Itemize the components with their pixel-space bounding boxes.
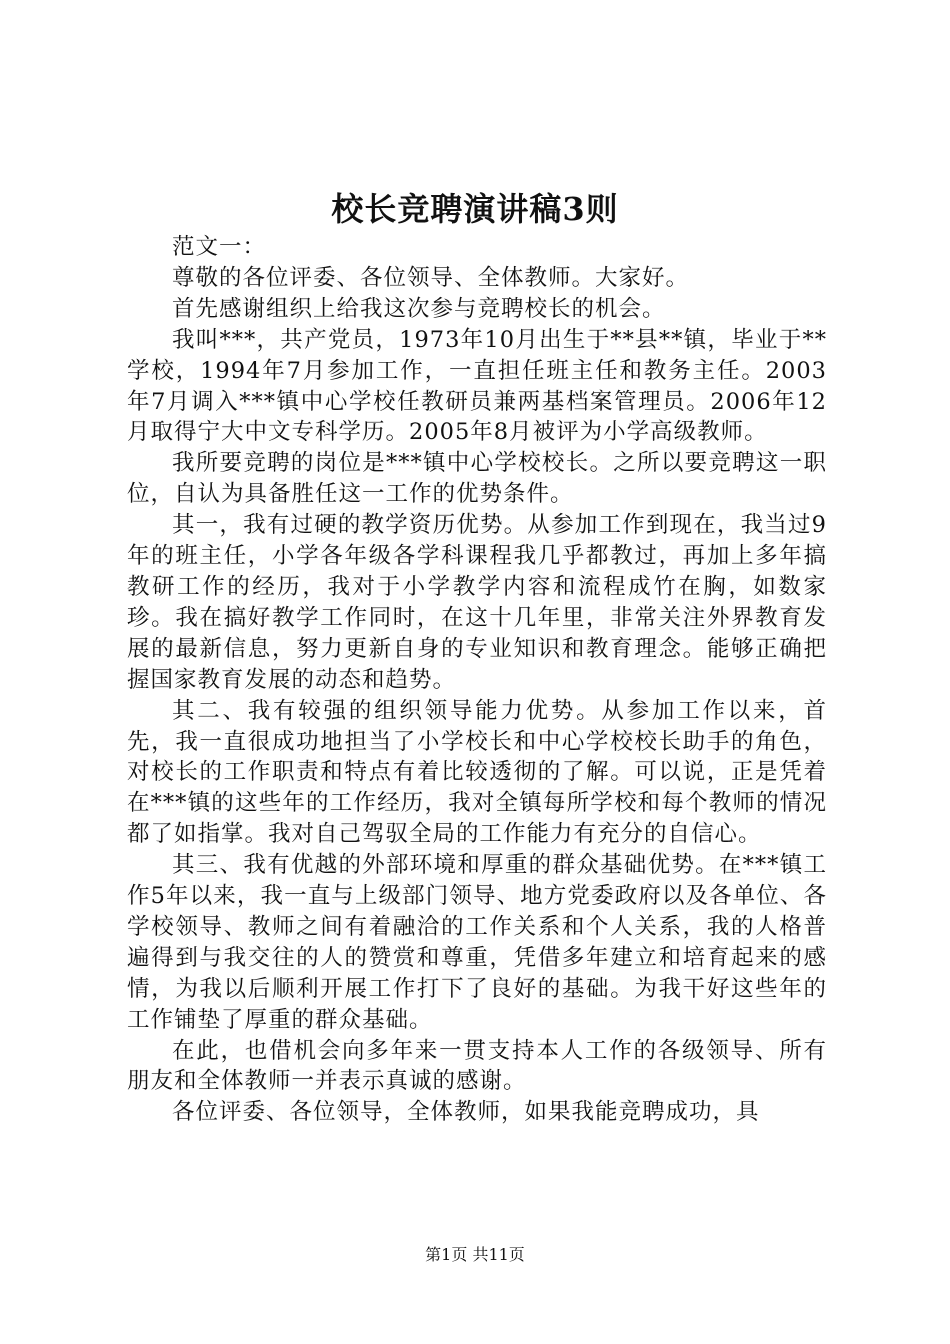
paragraph: 尊敬的各位评委、各位领导、全体教师。大家好。 bbox=[172, 264, 690, 291]
document-body bbox=[127, 232, 827, 1128]
paragraph: 首先感谢组织上给我这次参与竞聘校长的机会。 bbox=[172, 295, 666, 322]
paragraph: 其三、我有优越的外部环境和厚重的群众基础优势。在***镇工作5年以来，我一直与上级部门领导、地方党委政府以及各单位、各学校领导、教师之间有着融洽的工作关系和个人关系，我的人格普遍得到与我交往的人的赞赏和尊重，凭借多年建立和培育起来的感情，为我以后顺利开展工作打下了良好的基础。为我干好这些年的工作铺垫了厚重的群众基础。 bbox=[127, 852, 827, 1033]
paragraph: 在此，也借机会向多年来一贯支持本人工作的各级领导、所有朋友和全体教师一并表示真诚的感谢。 bbox=[127, 1037, 827, 1095]
page-footer: 第1页 共11页 bbox=[425, 1245, 525, 1264]
paragraph: 其二、我有较强的组织领导能力优势。从参加工作以来，首先，我一直很成功地担当了小学校长和中心学校校长助手的角色，对校长的工作职责和特点有着比较透彻的了解。可以说，正是凭着在***镇的这些年的工作经历，我对全镇每所学校和每个教师的情况都了如指掌。我对自己驾驭全局的工作能力有充分的自信心。 bbox=[127, 697, 827, 848]
paragraph: 我叫***，共产党员，1973年10月出生于**县**镇，毕业于**学校，1994年7月参加工作，一直担任班主任和教务主任。2003年7月调入***镇中心学校任教研员兼两基档案管理员。2006年12月取得宁大中文专科学历。2005年8月被评为小学高级教师。 bbox=[127, 326, 827, 446]
paragraph: 其一，我有过硬的教学资历优势。从参加工作到现在，我当过9年的班主任，小学各年级各学科课程我几乎都教过，再加上多年搞教研工作的经历，我对于小学教学内容和流程成竹在胸，如数家珍。我在搞好教学工作同时，在这十几年里，非常关注外界教育发展的最新信息，努力更新自身的专业知识和教育理念。能够正确把握国家教育发展的动态和趋势。 bbox=[127, 512, 827, 693]
paragraph: 范文一： bbox=[172, 234, 267, 260]
document-title: 校长竞聘演讲稿3则 bbox=[331, 190, 619, 228]
paragraph: 我所要竞聘的岗位是***镇中心学校校长。之所以要竞聘这一职位，自认为具备胜任这一工作的优势条件。 bbox=[127, 450, 827, 508]
paragraph: 各位评委、各位领导，全体教师，如果我能竞聘成功，具 bbox=[172, 1099, 760, 1126]
